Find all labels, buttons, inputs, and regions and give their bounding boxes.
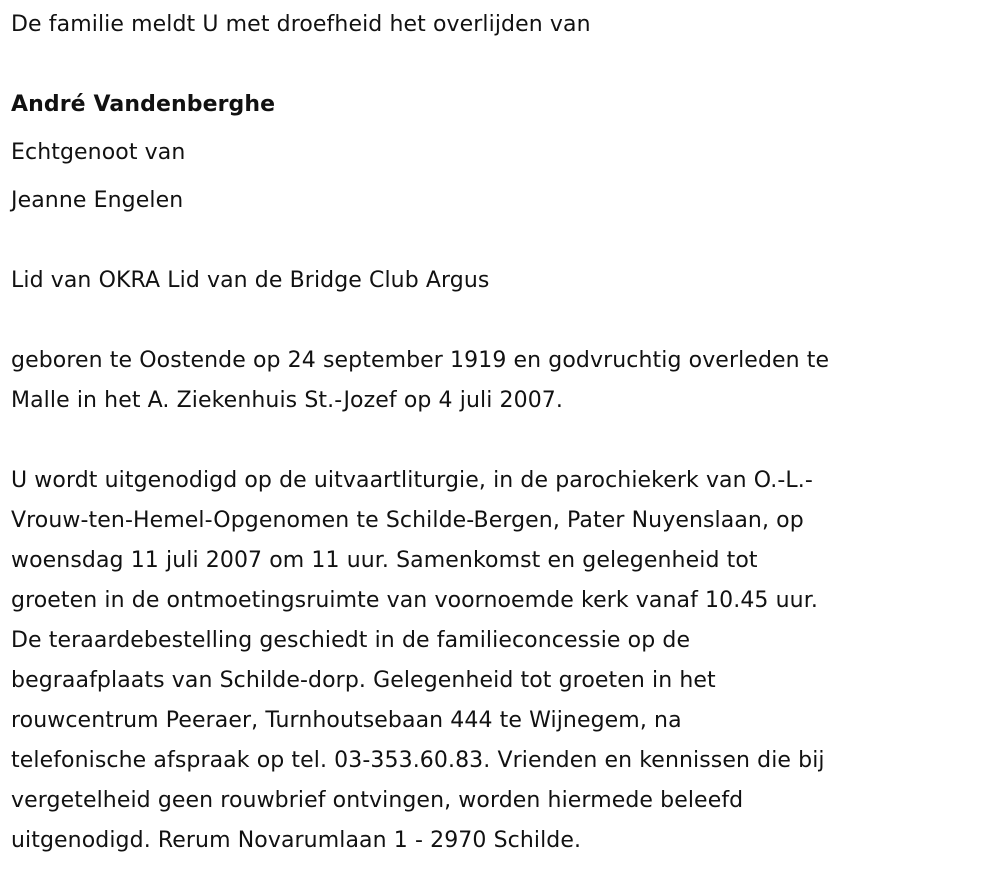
paragraph-line: rouwcentrum Peeraer, Turnhoutsebaan 444 te Wijnegem, na bbox=[11, 708, 682, 733]
paragraph-line: U wordt uitgenodigd op de uitvaartliturgie, in de parochiekerk van O.-L.- bbox=[11, 468, 813, 493]
paragraph-line: telefonische afspraak op tel. 03-353.60.83. Vrienden en kennissen die bij bbox=[11, 748, 825, 773]
paragraph-line: groeten in de ontmoetingsruimte van voornoemde kerk vanaf 10.45 uur. bbox=[11, 588, 818, 613]
birth-death-paragraph bbox=[11, 341, 1000, 421]
deceased-name: André Vandenberghe bbox=[11, 92, 276, 117]
paragraph-line: begraafplaats van Schilde-dorp. Gelegenheid tot groeten in het bbox=[11, 668, 716, 693]
paragraph-line: Malle in het A. Ziekenhuis St.-Jozef op 4 juli 2007. bbox=[11, 388, 563, 413]
paragraph-line: geboren te Oostende op 24 september 1919 en godvruchtig overleden te bbox=[11, 348, 830, 373]
paragraph-line: Vrouw-ten-Hemel-Opgenomen te Schilde-Bergen, Pater Nuyenslaan, op bbox=[11, 508, 804, 533]
funeral-paragraph bbox=[11, 461, 1000, 861]
relation-label: Echtgenoot van bbox=[11, 140, 186, 165]
paragraph-line: vergetelheid geen rouwbrief ontvingen, worden hiermede beleefd bbox=[11, 788, 744, 813]
paragraph-line: woensdag 11 juli 2007 om 11 uur. Samenkomst en gelegenheid tot bbox=[11, 548, 758, 573]
intro-text: De familie meldt U met droefheid het overlijden van bbox=[11, 12, 591, 37]
spouse-name: Jeanne Engelen bbox=[11, 188, 184, 213]
paragraph-line: uitgenodigd. Rerum Novarumlaan 1 - 2970 Schilde. bbox=[11, 828, 582, 853]
paragraph-line: De teraardebestelling geschiedt in de familieconcessie op de bbox=[11, 628, 691, 653]
memberships-text: Lid van OKRA Lid van de Bridge Club Argus bbox=[11, 268, 490, 293]
